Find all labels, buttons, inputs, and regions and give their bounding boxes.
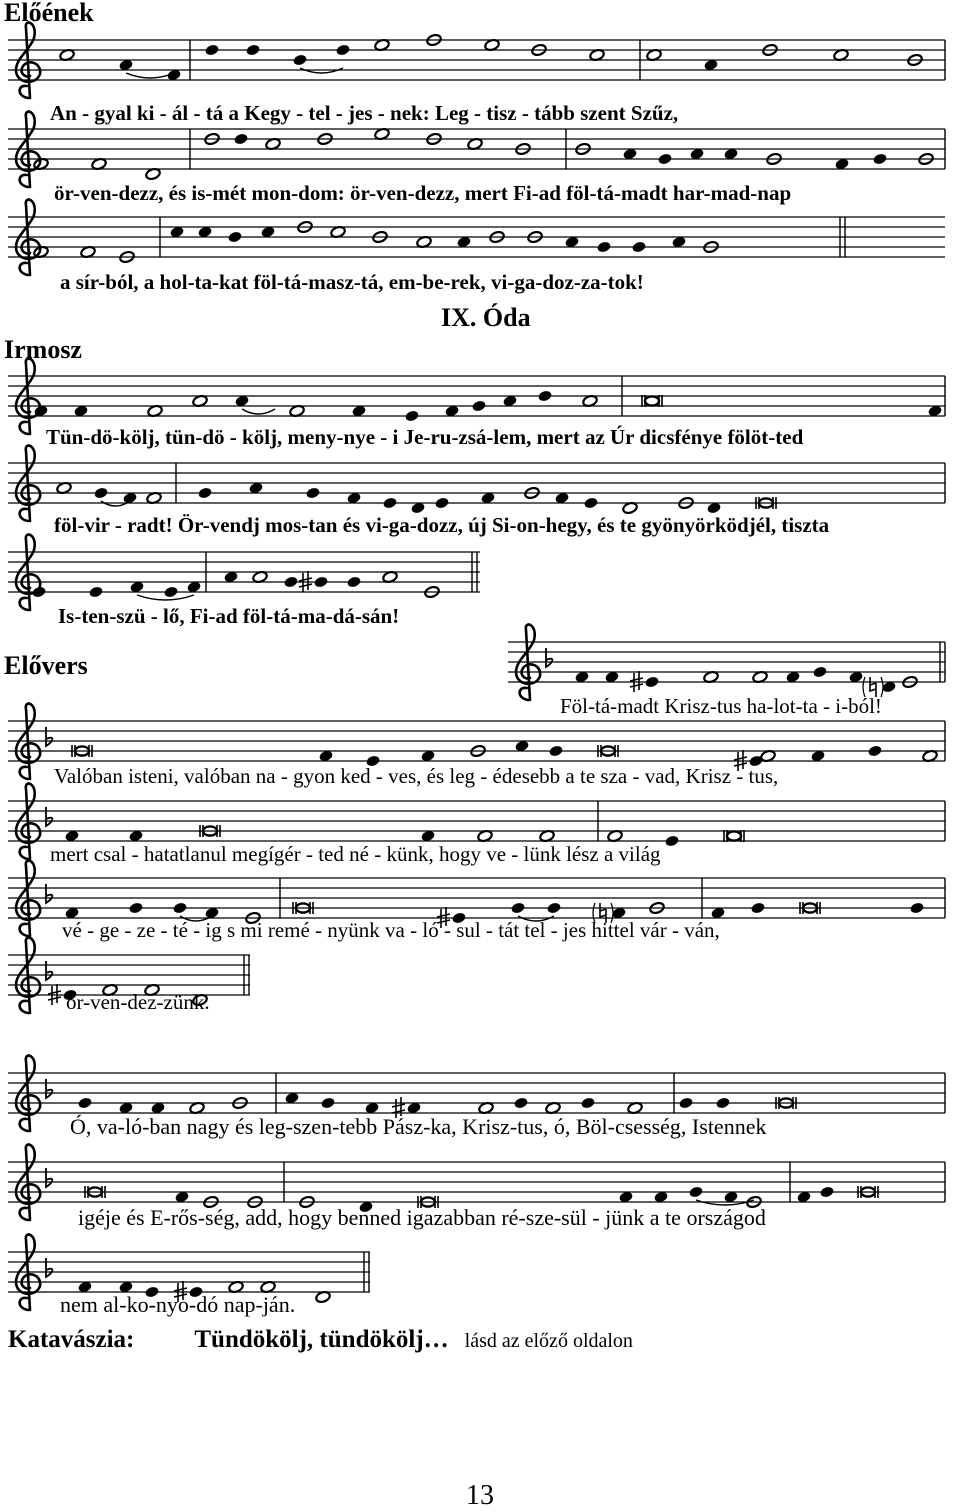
lyric-line-12: Ó, va-ló-ban nagy és leg-szen-tebb Pász-ka, Krisz-tus, ó, Böl-csesség, Istennek	[70, 1114, 767, 1139]
quarter-note	[172, 901, 187, 914]
quarter-note	[537, 389, 552, 402]
quarter-note	[382, 496, 397, 509]
staff-5	[0, 451, 960, 511]
lyric-line-7: Föl-tá-madt Krisz-tus ha-lot-ta - i-ból!	[560, 694, 882, 718]
lyric-line-3: a sír-ból, a hol-ta-kat föl-tá-masz-tá, em-be-rek, vi-ga-doz-za-tok!	[60, 270, 644, 294]
breve-note	[724, 830, 744, 842]
quarter-note	[305, 486, 320, 499]
quarter-note	[197, 486, 212, 499]
quarter-note	[583, 496, 598, 509]
staff-10	[0, 866, 960, 926]
page-number: 13	[466, 1480, 494, 1511]
quarter-note	[283, 575, 298, 588]
quarter-note	[227, 230, 242, 243]
katavaszia-title: Tündökölj, tündökölj…	[194, 1326, 449, 1353]
quarter-note	[510, 901, 525, 914]
quarter-note	[335, 43, 350, 56]
flat-icon	[46, 1258, 52, 1277]
katavaszia-line	[8, 1326, 633, 1354]
lyric-line-10: vé - ge - ze - té - ig s mi remé - nyünk va - ló - sul - tát tel - jes hittel vár - ván,	[62, 918, 720, 942]
quarter-note	[404, 409, 419, 422]
flat-icon	[546, 648, 552, 667]
quarter-note	[596, 240, 611, 253]
quarter-note	[77, 1096, 92, 1109]
quarter-note	[292, 53, 307, 66]
quarter-note	[204, 43, 219, 56]
quarter-note	[867, 744, 882, 757]
lyric-line-8: Valóban isteni, valóban na - gyon ked - ves, és leg - édesebb a te sza - vad, Krisz - tus,	[54, 764, 779, 788]
staff-4	[0, 364, 960, 424]
quarter-note	[678, 1096, 693, 1109]
staff-2	[0, 117, 960, 177]
quarter-note	[313, 575, 328, 588]
slur	[126, 73, 174, 78]
lyric-line-5: föl-vir - radt! Ör-vendj mos-tan és vi-ga-dozz, új Si-on-hegy, és te gyönyörködjél, tiszta	[54, 513, 830, 537]
quarter-note	[320, 1096, 335, 1109]
lyric-line-4: Tün-dö-kölj, tün-dö - kölj, meny-nye - i Je-ru-zsá-lem, mert az Úr dicsfénye fölöt-ted	[46, 425, 804, 449]
heading-elovers: Elővers	[4, 651, 88, 680]
flat-icon	[46, 727, 52, 746]
katavaszia-note: lásd az előző oldalon	[464, 1330, 633, 1352]
lyric-line-1: An - gyal ki - ál - tá a Kegy - tel - jes - nek: Leg - tisz - tább szent Szűz,	[50, 101, 679, 125]
quarter-note	[434, 496, 449, 509]
quarter-note	[513, 1096, 528, 1109]
heading-irmosz: Irmosz	[4, 335, 82, 364]
slur	[242, 409, 275, 414]
staff-13	[0, 1150, 960, 1210]
quarter-note	[31, 585, 46, 598]
flat-icon	[46, 961, 52, 980]
quarter-note	[688, 1185, 703, 1198]
quarter-note	[812, 665, 827, 678]
katavaszia-label: Katavászia:	[8, 1326, 135, 1353]
quarter-note	[580, 1096, 595, 1109]
lyric-line-9: mert csal - hatatlanul megígér - ted né - künk, hogy ve - lünk lész a világ	[50, 842, 661, 866]
lyric-line-13: igéje és E-rős-ség, add, hogy benned igazabban ré-sze-sül - jünk a te országod	[78, 1205, 766, 1230]
staff-14	[0, 1240, 960, 1300]
staff-6	[0, 540, 960, 600]
staff-3	[0, 205, 960, 265]
quarter-note	[233, 132, 248, 145]
breve-note	[642, 395, 662, 407]
quarter-note	[819, 1185, 834, 1198]
quarter-note	[909, 901, 924, 914]
heading-eloenek: Előének	[4, 0, 94, 27]
lyric-line-6: Is-ten-szü - lő, Fi-ad föl-tá-ma-dá-sán!	[58, 604, 400, 628]
quarter-note	[548, 744, 563, 757]
quarter-note	[872, 152, 887, 165]
quarter-note	[657, 152, 672, 165]
quarter-note	[715, 1096, 730, 1109]
quarter-note	[346, 575, 361, 588]
staff-9	[0, 789, 960, 849]
quarter-note	[163, 585, 178, 598]
quarter-note	[128, 901, 143, 914]
staff-12	[0, 1061, 960, 1121]
quarter-note	[664, 834, 679, 847]
quarter-note	[471, 399, 486, 412]
quarter-note	[88, 585, 103, 598]
flat-icon	[46, 1079, 52, 1098]
lyric-line-2: ör-ven-dezz, és is-mét mon-dom: ör-ven-dezz, mert Fi-ad föl-tá-madt har-mad-nap	[54, 181, 792, 205]
quarter-note	[93, 486, 108, 499]
lyric-line-14: nem al-ko-nyo-dó nap-ján.	[60, 1292, 296, 1317]
flat-icon	[46, 1168, 52, 1187]
staff-1	[0, 28, 960, 88]
slur	[137, 595, 194, 600]
flat-icon	[46, 884, 52, 903]
quarter-note	[245, 43, 260, 56]
quarter-note	[546, 901, 561, 914]
staff-7	[0, 630, 960, 690]
heading-oda: IX. Óda	[441, 303, 531, 332]
lyric-line-11: ör-ven-dez-zünk.	[66, 990, 210, 1014]
quarter-note	[750, 901, 765, 914]
quarter-note	[631, 240, 646, 253]
flat-icon	[46, 807, 52, 826]
quarter-note	[644, 675, 659, 688]
